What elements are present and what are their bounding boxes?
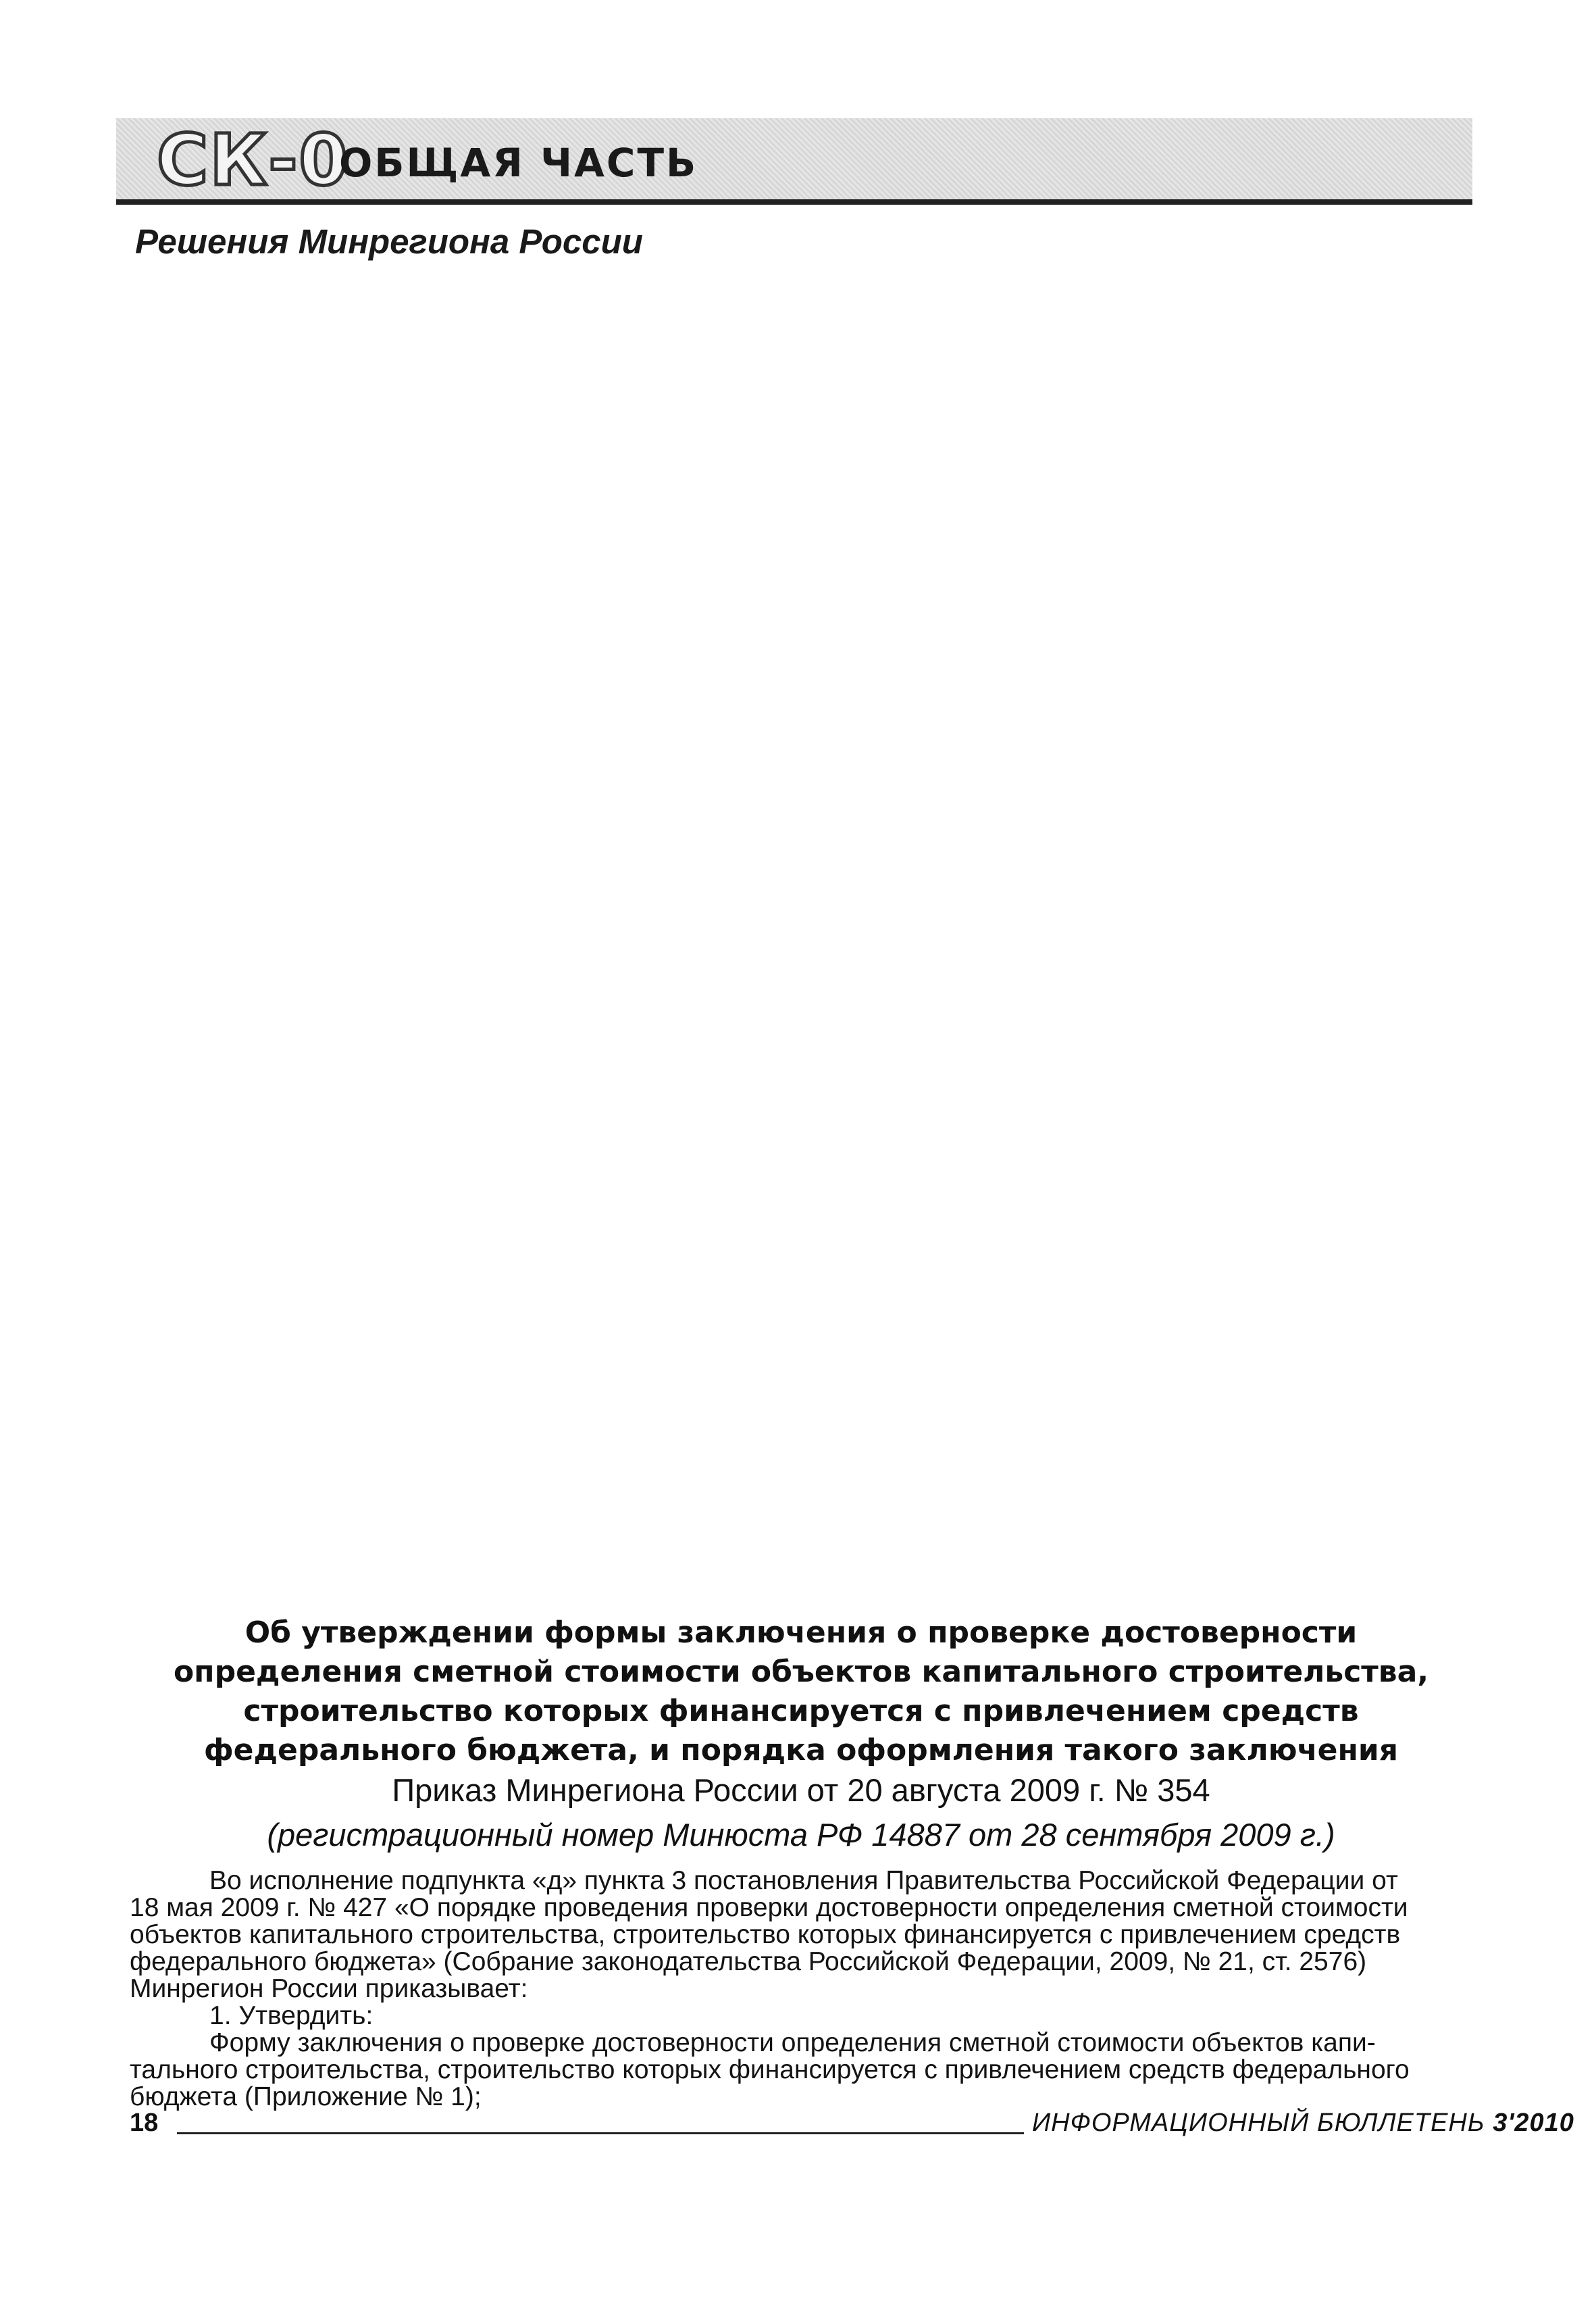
bulletin-name [1032, 2108, 1574, 2138]
subsection-heading: Решения Минрегиона России [135, 222, 643, 261]
body-line: тального строительства, строительство которых финансируется с привлечением средств федерального [130, 2055, 1410, 2084]
section-code-logo: СК-0 [157, 119, 349, 201]
body-line: 18 мая 2009 г. № 427 «О порядке проведения проверки достоверности определения сметной стоимости [130, 1893, 1408, 1922]
document-title-line: определения сметной стоимости объектов капитального строительства, [173, 1655, 1429, 1689]
body-text [130, 1867, 1466, 2111]
body-line: бюджета (Приложение № 1); [130, 2082, 482, 2111]
section-header-bar [116, 118, 1472, 205]
page-number: 18 [130, 2109, 159, 2137]
registration-reference: (регистрационный номер Минюста РФ 14887 от 28 сентября 2009 г.) [267, 1817, 1335, 1853]
order-reference: Приказ Минрегиона России от 20 августа 2009 г. № 354 [392, 1772, 1210, 1808]
body-line: Минрегион России приказывает: [130, 1974, 528, 2003]
body-line: Во исполнение подпункта «д» пункта 3 постановления Правительства Российской Федерации от [209, 1866, 1398, 1895]
body-line: Форму заключения о проверке достоверности определения сметной стоимости объектов капи- [209, 2028, 1376, 2057]
footer-divider [177, 2132, 1024, 2134]
document-title [155, 1613, 1447, 1770]
body-line: федерального бюджета» (Собрание законодательства Российской Федерации, 2009, № 21, ст. 2576) [130, 1947, 1367, 1976]
document-title-line: Об утверждении формы заключения о проверке достоверности [244, 1615, 1358, 1650]
bulletin-issue: 3'2010 [1493, 2109, 1574, 2137]
body-line: 1. Утвердить: [209, 2001, 374, 2030]
bulletin-title: ИНФОРМАЦИОННЫЙ БЮЛЛЕТЕНЬ [1032, 2109, 1485, 2137]
document-title-line: строительство которых финансируется с привлечением средств [243, 1694, 1359, 1728]
body-line: объектов капитального строительства, строительство которых финансируется с привлечением средств [130, 1920, 1401, 1949]
document-title-line: федерального бюджета, и порядка оформления такого заключения [203, 1733, 1398, 1767]
section-title: ОБЩАЯ ЧАСТЬ [339, 140, 698, 186]
